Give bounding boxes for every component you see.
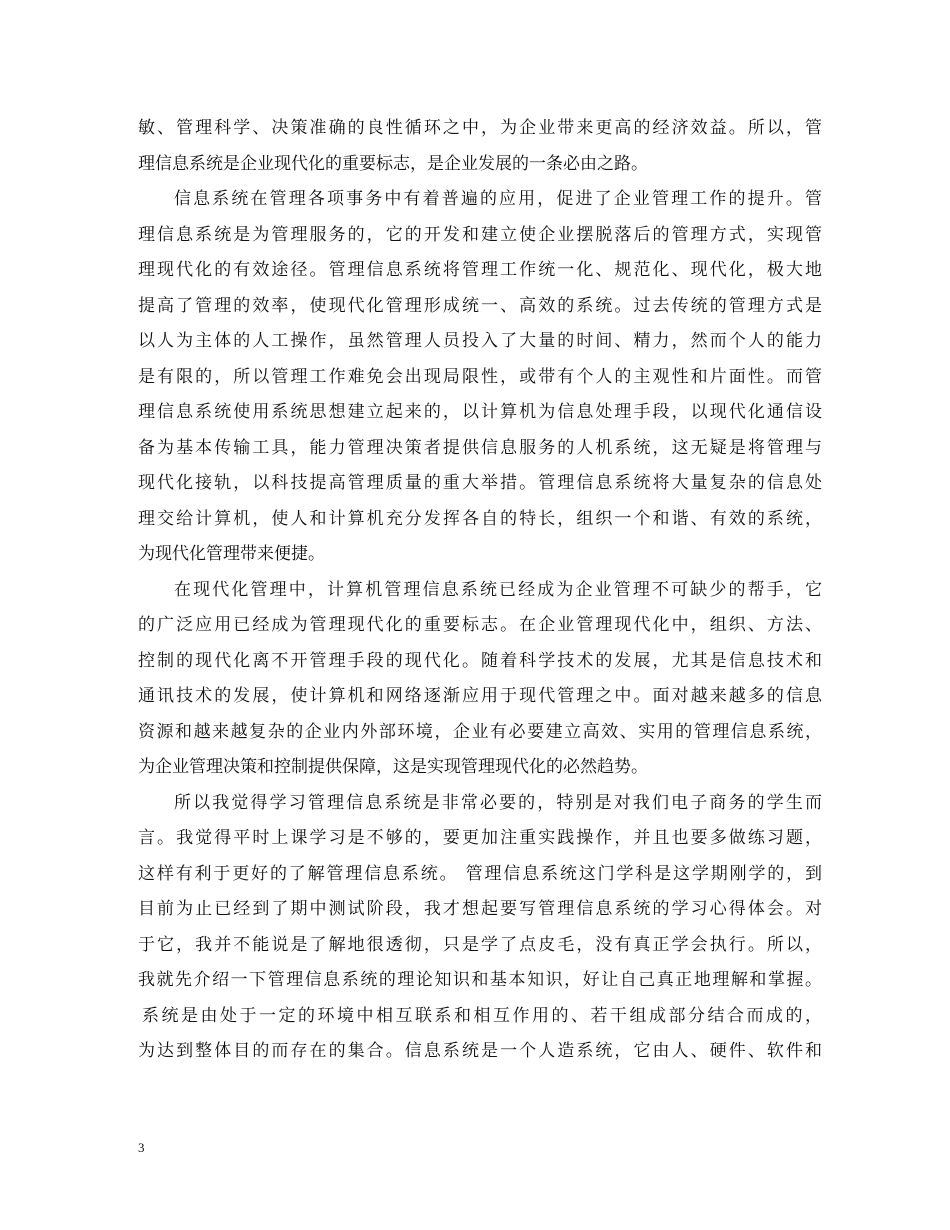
text-line: 提高了管理的效率，使现代化管理形成统一、高效的系统。过去传统的管理方式是	[138, 295, 822, 316]
text-line: 理信息系统是为管理服务的，它的开发和建立使企业摆脱落后的管理方式，实现管	[138, 224, 822, 245]
text-line: 为企业管理决策和控制提供保障，这是实现管理现代化的必然趋势。	[138, 757, 648, 777]
text-line: 通讯技术的发展，使计算机和网络逐渐应用于现代管理之中。面对越来越多的信息	[138, 686, 822, 706]
text-line: 以人为主体的人工操作，虽然管理人员投入了大量的时间、精力，然而个人的能力	[138, 331, 822, 351]
text-line: 在现代化管理中，计算机管理信息系统已经成为企业管理不可缺少的帮手，它	[174, 579, 822, 600]
text-line: 信息系统在管理各项事务中有着普遍的应用，促进了企业管理工作的提升。管	[174, 189, 822, 209]
text-line: 是有限的，所以管理工作难免会出现局限性，或带有个人的主观性和片面性。而管	[138, 366, 822, 387]
text-line: 敏、管理科学、决策准确的良性循环之中，为企业带来更高的经济效益。所以，管	[138, 118, 822, 138]
page-body-text	[138, 111, 822, 1070]
text-line: 于它，我并不能说是了解地很透彻，只是学了点皮毛，没有真正学会执行。所以，	[138, 934, 822, 955]
text-line: 言。我觉得平时上课学习是不够的，要更加注重实践操作，并且也要多做练习题，	[138, 828, 822, 848]
text-line: 理信息系统是企业现代化的重要标志，是企业发展的一条必由之路。	[138, 153, 648, 174]
text-line: 目前为止已经到了期中测试阶段，我才想起要写管理信息系统的学习心得体会。对	[138, 899, 822, 919]
page-number: 3	[138, 1140, 145, 1155]
text-line: 资源和越来越复杂的企业内外部环境，企业有必要建立高效、实用的管理信息系统，	[138, 721, 822, 742]
text-line: 理现代化的有效途径。管理信息系统将管理工作统一化、规范化、现代化，极大地	[138, 260, 822, 280]
text-line: 为现代化管理带来便捷。	[138, 544, 325, 564]
text-line: 理交给计算机，使人和计算机充分发挥各自的特长，组织一个和谐、有效的系统，	[138, 508, 822, 529]
text-line: 现代化接轨，以科技提高管理质量的重大举措。管理信息系统将大量复杂的信息处	[138, 473, 822, 493]
text-line: 所以我觉得学习管理信息系统是非常必要的，特别是对我们电子商务的学生而	[174, 792, 822, 813]
text-line: 的广泛应用已经成为管理现代化的重要标志。在企业管理现代化中，组织、方法、	[138, 615, 822, 635]
text-line: 这样有利于更好的了解管理信息系统。 管理信息系统这门学科是这学期刚学的，到	[138, 863, 822, 884]
text-line: 系统是由处于一定的环境中相互联系和相互作用的、若干组成部分结合而成的，	[142, 1005, 822, 1026]
text-line: 我就先介绍一下管理信息系统的理论知识和基本知识，好让自己真正地理解和掌握。	[138, 970, 822, 990]
text-line: 备为基本传输工具，能力管理决策者提供信息服务的人机系统，这无疑是将管理与	[138, 437, 822, 458]
text-line: 理信息系统使用系统思想建立起来的，以计算机为信息处理手段，以现代化通信设	[138, 402, 822, 422]
text-line: 为达到整体目的而存在的集合。信息系统是一个人造系统，它由人、硬件、软件和	[138, 1041, 822, 1061]
text-line: 控制的现代化离不开管理手段的现代化。随着科学技术的发展，尤其是信息技术和	[138, 650, 822, 671]
